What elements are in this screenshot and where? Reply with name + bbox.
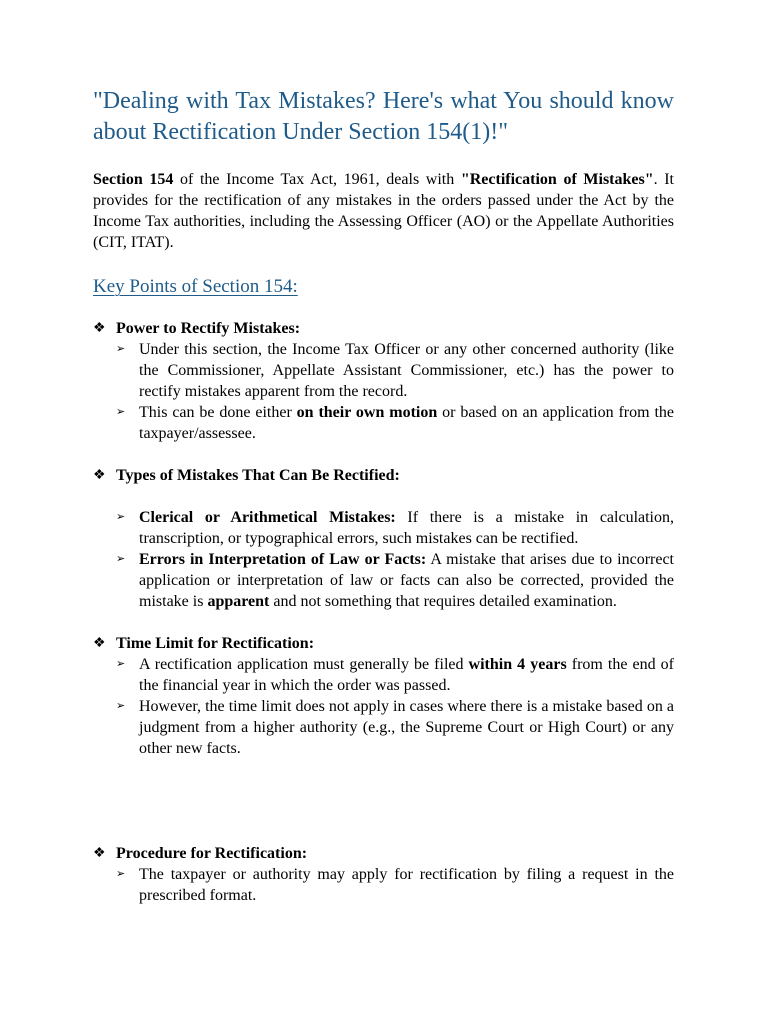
diamond-bullet-icon: ❖ — [93, 846, 106, 861]
item-text: However, the time limit does not apply in cases where there is a mistake based on a judgment from a higher authority (e.g., the Supreme Court or High Court) or any other new facts. — [139, 698, 674, 757]
list-item — [93, 549, 674, 612]
item-text: A rectification application must generally be filed — [139, 656, 469, 673]
item-text: Under this section, the Income Tax Officer or any other concerned authority (like the Commissioner, Appellate Assistant Commissioner, etc.) has the power to rectify mistakes apparent from the record. — [139, 341, 674, 400]
item-text: or based on an application from the taxpayer/assessee. — [139, 404, 674, 442]
diamond-bullet-icon: ❖ — [93, 468, 106, 483]
list-item — [93, 402, 674, 444]
key-points-heading: Key Points of Section 154: — [93, 276, 298, 297]
item-list — [93, 339, 674, 444]
diamond-bullet-icon: ❖ — [93, 321, 106, 336]
item-text: from the end of the financial year in which the order was passed. — [139, 656, 674, 694]
intro-bold-section: Section 154 — [93, 171, 174, 188]
section-heading — [93, 633, 674, 654]
section-heading — [93, 318, 674, 339]
arrow-bullet-icon: ➢ — [116, 868, 126, 880]
list-item — [93, 507, 674, 549]
spacer — [93, 486, 674, 507]
item-text: This can be done either — [139, 404, 297, 421]
section-heading-text: Procedure for Rectification: — [116, 845, 308, 862]
item-text: A mistake that arises due to incorrect application or interpretation of law or facts can also be corrected, provided the mistake is — [139, 551, 675, 610]
list-item — [93, 696, 674, 759]
section-heading — [93, 843, 674, 864]
arrow-bullet-icon: ➢ — [116, 511, 126, 523]
arrow-bullet-icon: ➢ — [116, 700, 126, 712]
item-bold-text: within 4 years — [468, 656, 567, 673]
intro-paragraph — [93, 169, 674, 253]
section-power — [93, 318, 674, 444]
section-heading — [93, 465, 674, 486]
item-bold-text: Errors in Interpretation of Law or Facts: — [139, 551, 427, 568]
intro-text-2: . It provides for the rectification of any mistakes in the orders passed under the Act by the Income Tax authorities, including the Assessing Officer (AO) or the Appellate Authorities (CIT, ITAT). — [93, 171, 675, 251]
document-title: "Dealing with Tax Mistakes? Here's what You should know about Rectification Under Section 154(1)!" — [93, 88, 674, 145]
item-list — [93, 507, 674, 612]
arrow-bullet-icon: ➢ — [116, 658, 126, 670]
item-bold-text: on their own motion — [296, 404, 438, 421]
diamond-bullet-icon: ❖ — [93, 636, 106, 651]
list-item — [93, 864, 674, 906]
section-types — [93, 465, 674, 612]
list-item — [93, 654, 674, 696]
section-heading-text: Power to Rectify Mistakes: — [116, 320, 301, 337]
item-bold-text: Clerical or Arithmetical Mistakes: — [139, 509, 396, 526]
item-list — [93, 864, 674, 906]
item-text: The taxpayer or authority may apply for rectification by filing a request in the prescribed format. — [139, 866, 674, 904]
item-text: If there is a mistake in calculation, transcription, or typographical errors, such mistakes can be rectified. — [139, 509, 674, 547]
section-time-limit — [93, 633, 674, 759]
item-text: and not something that requires detailed examination. — [269, 593, 617, 610]
arrow-bullet-icon: ➢ — [116, 406, 126, 418]
document-page — [93, 86, 674, 906]
item-list — [93, 654, 674, 759]
section-procedure — [93, 843, 674, 906]
item-bold-text: apparent — [207, 593, 270, 610]
arrow-bullet-icon: ➢ — [116, 343, 126, 355]
section-heading-text: Time Limit for Rectification: — [116, 635, 315, 652]
list-item — [93, 339, 674, 402]
intro-bold-rectification: "Rectification of Mistakes" — [460, 171, 654, 188]
intro-text-1: of the Income Tax Act, 1961, deals with — [173, 171, 461, 188]
arrow-bullet-icon: ➢ — [116, 553, 126, 565]
section-heading-text: Types of Mistakes That Can Be Rectified: — [116, 467, 400, 484]
